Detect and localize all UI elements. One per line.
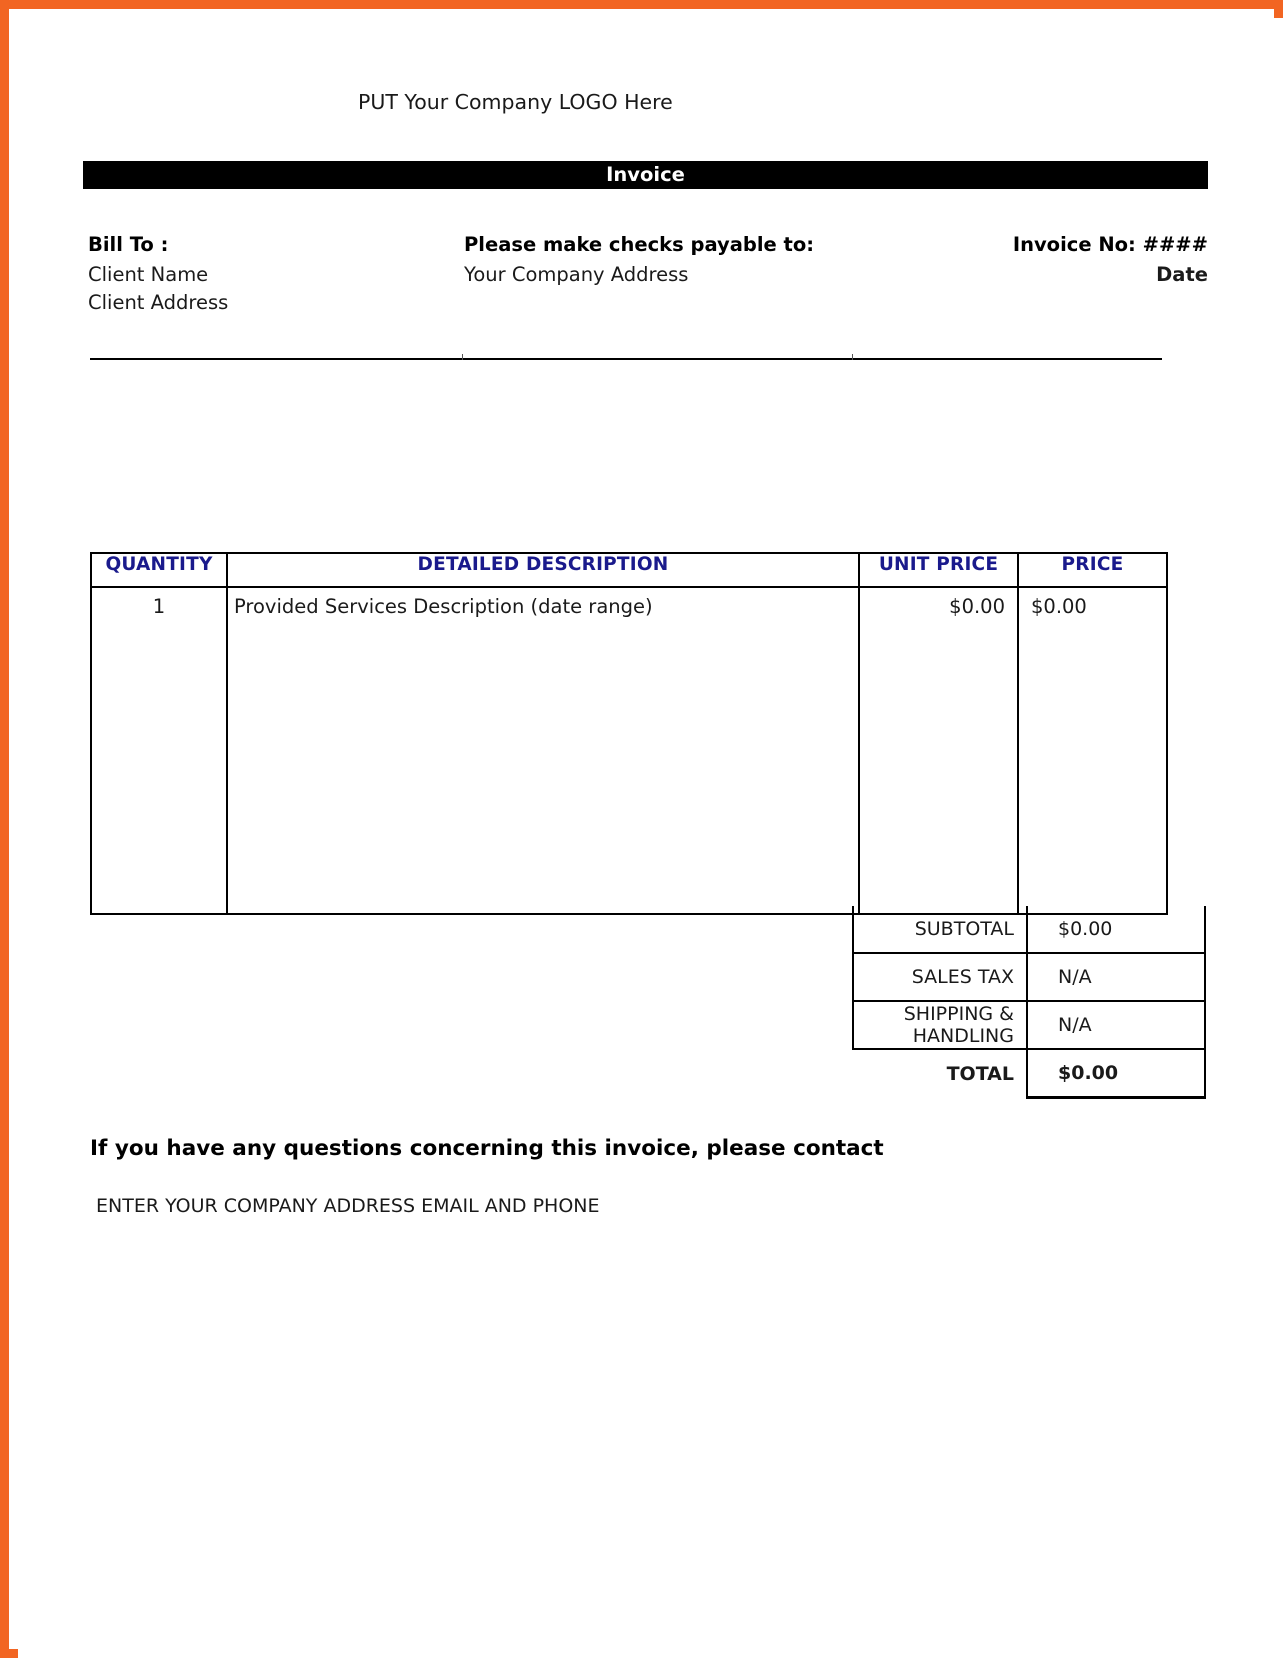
company-logo-placeholder: PUT Your Company LOGO Here [358, 90, 673, 114]
sales-tax-value: N/A [1027, 953, 1205, 1001]
sales-tax-label: SALES TAX [853, 953, 1027, 1001]
column-header-price: PRICE [1018, 553, 1167, 587]
subtotal-value: $0.00 [1027, 906, 1205, 953]
invoice-title: Invoice [606, 163, 685, 186]
column-header-quantity: QUANTITY [91, 553, 227, 587]
row-price: $0.00 [1018, 587, 1167, 914]
totals-row-total [853, 1049, 1205, 1098]
totals-row-sales-tax [853, 953, 1205, 1001]
bill-to-label: Bill To : [88, 233, 169, 256]
billing-section-divider [90, 358, 1162, 360]
total-value: $0.00 [1027, 1049, 1205, 1098]
totals-table [852, 906, 1206, 1099]
subtotal-label: SUBTOTAL [853, 906, 1027, 953]
total-label: TOTAL [946, 1062, 1014, 1085]
invoice-title-bar [83, 161, 1208, 189]
shipping-handling-value: N/A [1027, 1001, 1205, 1049]
shipping-handling-label: SHIPPING & HANDLING [853, 1001, 1027, 1049]
divider-tick-left [462, 354, 463, 360]
footer-contact-text: ENTER YOUR COMPANY ADDRESS EMAIL AND PHONE [96, 1195, 600, 1217]
totals-row-subtotal [853, 906, 1205, 953]
billing-header-row [84, 233, 1208, 259]
date-label: Date [1156, 263, 1208, 286]
line-items-table [90, 552, 1168, 915]
totals-row-shipping [853, 1001, 1205, 1049]
row-unit-price: $0.00 [859, 587, 1018, 914]
table-row [91, 587, 1167, 914]
client-name: Client Name [88, 263, 209, 286]
divider-tick-right [852, 354, 853, 360]
row-quantity: 1 [91, 587, 227, 914]
column-header-unit-price: UNIT PRICE [859, 553, 1018, 587]
client-address: Client Address [88, 291, 229, 314]
line-items-header-row [91, 553, 1167, 587]
footer-question-text: If you have any questions concerning this invoice, please contact [90, 1136, 884, 1161]
invoice-number-label: Invoice No: #### [1012, 233, 1208, 256]
checks-payable-label: Please make checks payable to: [464, 233, 815, 256]
invoice-document [18, 18, 1283, 1658]
company-address: Your Company Address [464, 263, 689, 286]
column-header-description: DETAILED DESCRIPTION [227, 553, 859, 587]
row-description: Provided Services Description (date range) [227, 587, 859, 914]
